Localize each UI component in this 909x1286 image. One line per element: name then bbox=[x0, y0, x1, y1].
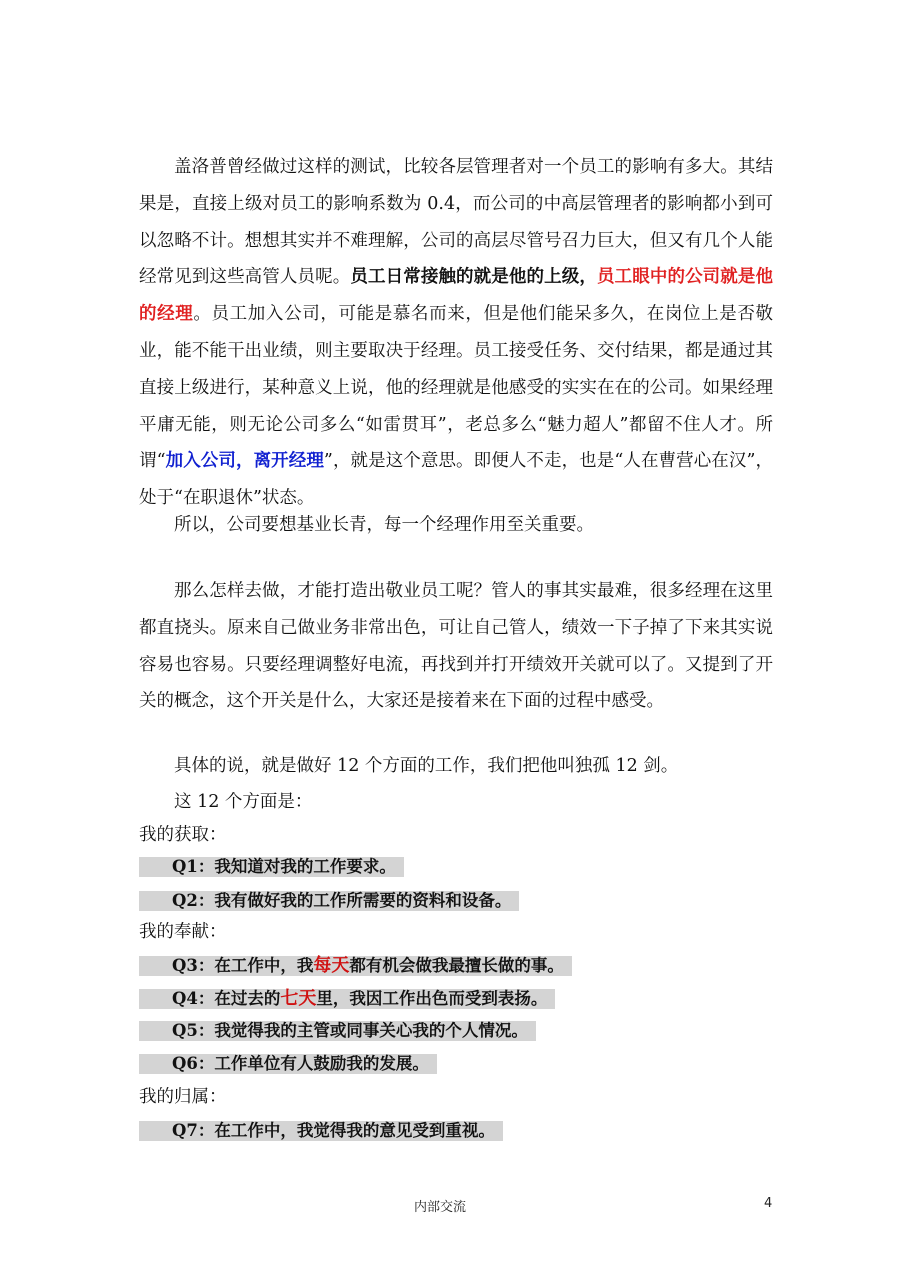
text-span: ”，就是这个意思。即便人不走，也是“人在曹营心在汉”，处于“在职退休”状态。 bbox=[139, 451, 774, 509]
text-span: 都有机会做我最擅长做的事。 bbox=[349, 956, 564, 975]
page-number: 4 bbox=[764, 1196, 773, 1211]
red-highlight-word: 七天 bbox=[280, 988, 317, 1009]
paragraph-gallup bbox=[139, 149, 773, 517]
question-q3 bbox=[139, 956, 572, 976]
section-label-contribute: 我的奉献： bbox=[139, 922, 227, 942]
question-q1: Q1：我知道对我的工作要求。 bbox=[139, 857, 404, 877]
section-label-acquire: 我的获取： bbox=[139, 825, 227, 845]
text-span: Q4：在过去的 bbox=[172, 989, 281, 1008]
question-q5: Q5：我觉得我的主管或同事关心我的个人情况。 bbox=[139, 1021, 536, 1041]
paragraph-how-to bbox=[139, 573, 773, 720]
bold-comma: ， bbox=[579, 267, 597, 288]
footer-label: 内部交流 bbox=[414, 1200, 467, 1215]
red-highlight-word: 每天 bbox=[313, 955, 350, 976]
question-q4 bbox=[139, 989, 555, 1009]
text-span: 盖洛普曾经做过这样的测试，比较各层管理者对一个员工的影响有多大。其结果是，直接上级对员工的影响系数为 0.4，而公司的中高层管理者的影响都小到可以忽略不计。想想其实并不难理解，公司的高层尽管号召力巨大，但又有几个人能经常见到这些高管人员呢。 bbox=[139, 157, 773, 288]
text-span: 。员工加入公司，可能是慕名而来，但是他们能呆多久，在岗位上是否敬业，能不能干出业绩，则主要取决于经理。员工接受任务、交付结果，都是通过其直接上级进行，某种意义上说，他的经理就是他感受的实实在在的公司。如果经理平庸无能，则无论公司多么“如雷贯耳”，老总多么“魅力超人”都留不住人才。所谓“ bbox=[139, 304, 774, 472]
bold-phrase: 员工日常接触的就是他的上级 bbox=[350, 267, 580, 288]
question-q7: Q7：在工作中，我觉得我的意见受到重视。 bbox=[139, 1121, 503, 1141]
red-highlight-phrase: 员工眼中的公司就是他的经理 bbox=[139, 267, 774, 325]
text-span: 所以，公司要想基业长青，每一个经理作用至关重要。 bbox=[174, 515, 594, 535]
blue-highlight-phrase: 加入公司，离开经理 bbox=[165, 451, 324, 472]
text-span: 里，我因工作出色而受到表扬。 bbox=[316, 989, 548, 1008]
text-span: Q3：在工作中，我 bbox=[172, 956, 314, 975]
section-label-belong: 我的归属： bbox=[139, 1087, 227, 1107]
paragraph-conclusion bbox=[139, 507, 773, 544]
paragraph-twelve-aspects: 具体的说，就是做好 12 个方面的工作，我们把他叫独孤 12 剑。 bbox=[174, 756, 679, 776]
question-q2: Q2：我有做好我的工作所需要的资料和设备。 bbox=[139, 891, 519, 911]
text-span: 那么怎样去做，才能打造出敬业员工呢？管人的事其实最难，很多经理在这里都直挠头。原来自己做业务非常出色，可让自己管人，绩效一下子掉了下来其实说容易也容易。只要经理调整好电流，再找到并打开绩效开关就可以了。又提到了开关的概念，这个开关是什么，大家还是接着来在下面的过程中感受。 bbox=[139, 581, 773, 712]
paragraph-twelve-list-intro: 这 12 个方面是： bbox=[174, 792, 313, 812]
question-q6: Q6：工作单位有人鼓励我的发展。 bbox=[139, 1054, 437, 1074]
